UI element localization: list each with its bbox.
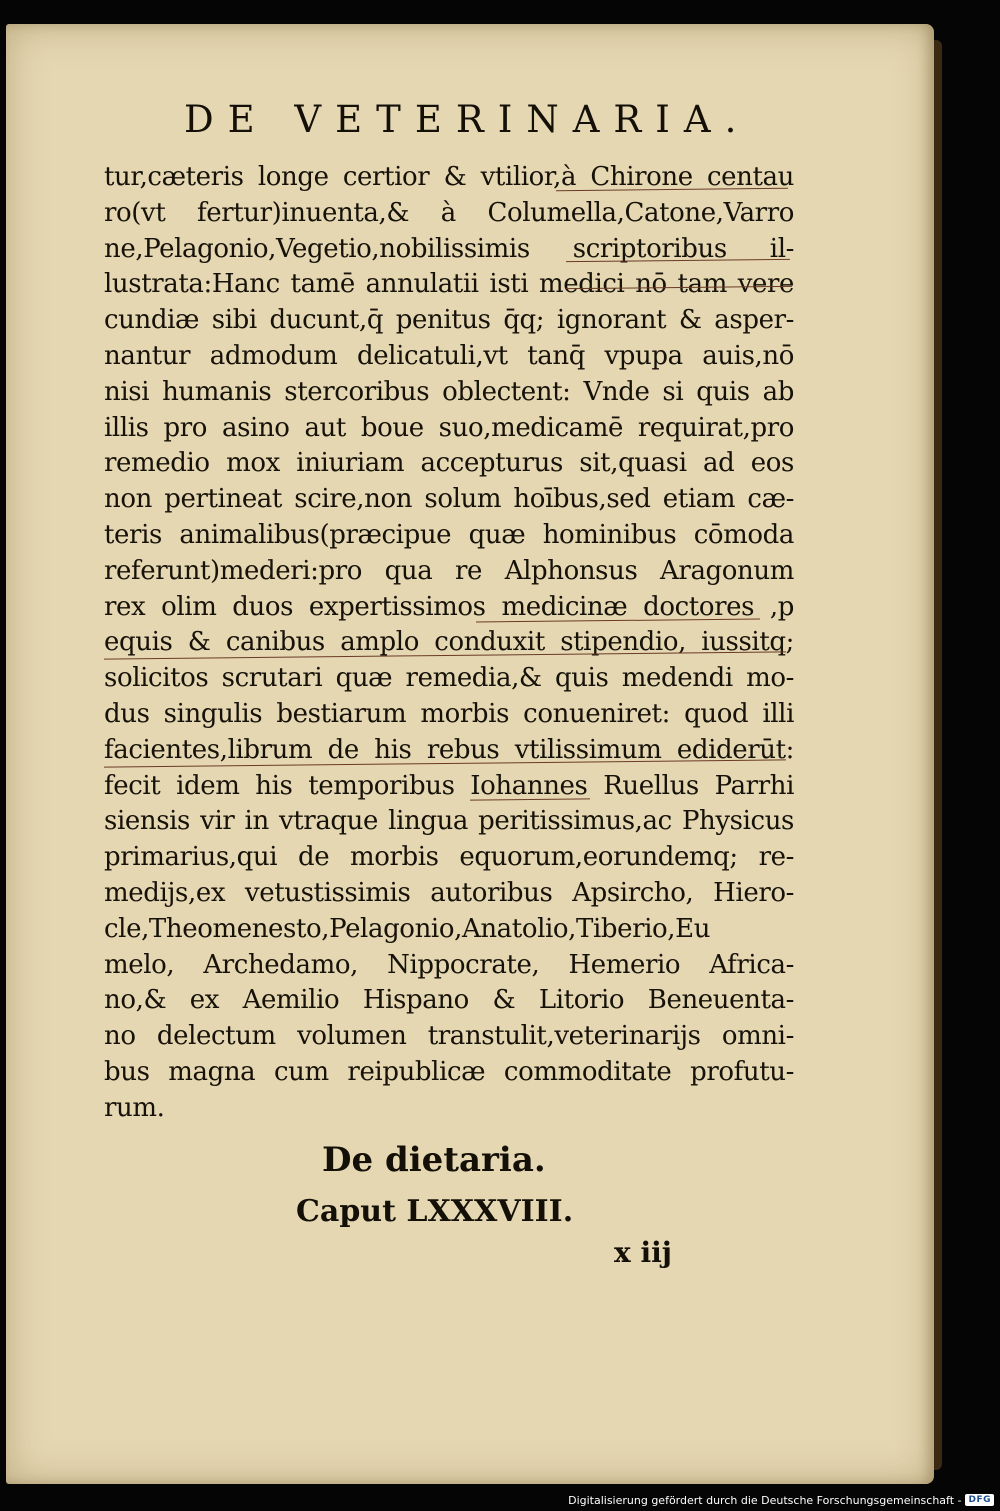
section-heading: De dietaria. <box>322 1140 546 1180</box>
text-line: cundiæ sibi ducunt,q̄ penitus q̄q; ignorant & asper- <box>104 305 794 336</box>
text-line: referunt)mederi:pro qua re Alphonsus Aragonum <box>104 555 794 586</box>
text-line: rex olim duos expertissimos medicinæ doctores ,p <box>104 591 794 622</box>
text-line: bus magna cum reipublicæ commoditate profutu- <box>104 1056 794 1087</box>
text-line: no,& ex Aemilio Hispano & Litorio Beneuenta- <box>104 985 794 1016</box>
text-line: cle,Theomenesto,Pelagonio,Anatolio,Tiberio,Eu <box>104 913 711 944</box>
signature-mark: x iij <box>614 1236 672 1269</box>
text-line: illis pro asino aut boue suo,medicamē requirat,pro <box>104 412 794 443</box>
text-line: nantur admodum delicatuli,vt tanq̄ vpupa auis,nō <box>104 340 794 371</box>
text-line: siensis vir in vtraque lingua peritissimus,ac Physicus <box>104 806 794 837</box>
text-line: dus singulis bestiarum morbis conueniret: quod illi <box>104 698 794 729</box>
text-line: facientes,librum de his rebus vtilissimum ediderūt: <box>104 734 794 765</box>
running-head: DE VETERINARIA. <box>184 98 751 141</box>
text-line: ne,Pelagonio,Vegetio,nobilissimis scriptoribus il- <box>104 233 794 264</box>
text-line: fecit idem his temporibus Iohannes Ruellus Parrhi <box>104 770 794 801</box>
text-line: medijs,ex vetustissimis autoribus Apsircho, Hiero- <box>104 877 794 908</box>
text-line: tur,cæteris longe certior & vtilior,à Chirone centau <box>104 162 794 192</box>
body-text <box>104 160 794 1127</box>
text-line: equis & canibus amplo conduxit stipendio, iussitq; <box>104 627 794 658</box>
digitization-footer <box>568 1491 994 1509</box>
footer-text: Digitalisierung gefördert durch die Deutsche Forschungsgemeinschaft - <box>568 1493 962 1507</box>
text-line: lustrata:Hanc tamē annulatii isti medici nō tam vere <box>104 269 794 300</box>
text-line: solicitos scrutari quæ remedia,& quis medendi mo- <box>104 663 794 694</box>
text-line: melo, Archedamo, Nippocrate, Hemerio Africa- <box>104 949 794 980</box>
text-line: no delectum volumen transtulit,veterinarijs omni- <box>104 1021 794 1052</box>
text-line: remedio mox iniuriam accepturus sit,quasi ad eos <box>104 448 794 479</box>
chapter-heading: Caput LXXXVIII. <box>296 1194 574 1229</box>
text-line: primarius,qui de morbis equorum,eorundemq; re- <box>104 842 794 873</box>
text-line: teris animalibus(præcipue quæ hominibus cōmoda <box>104 519 794 550</box>
text-line: ro(vt fertur)inuenta,& à Columella,Catone,Varro <box>104 197 794 228</box>
text-line: nisi humanis stercoribus oblectent: Vnde si quis ab <box>104 376 794 407</box>
text-line: rum. <box>104 1092 165 1123</box>
text-line: non pertineat scire,non solum hoībus,sed etiam cæ- <box>104 484 794 515</box>
dfg-logo-icon: DFG <box>965 1494 994 1506</box>
